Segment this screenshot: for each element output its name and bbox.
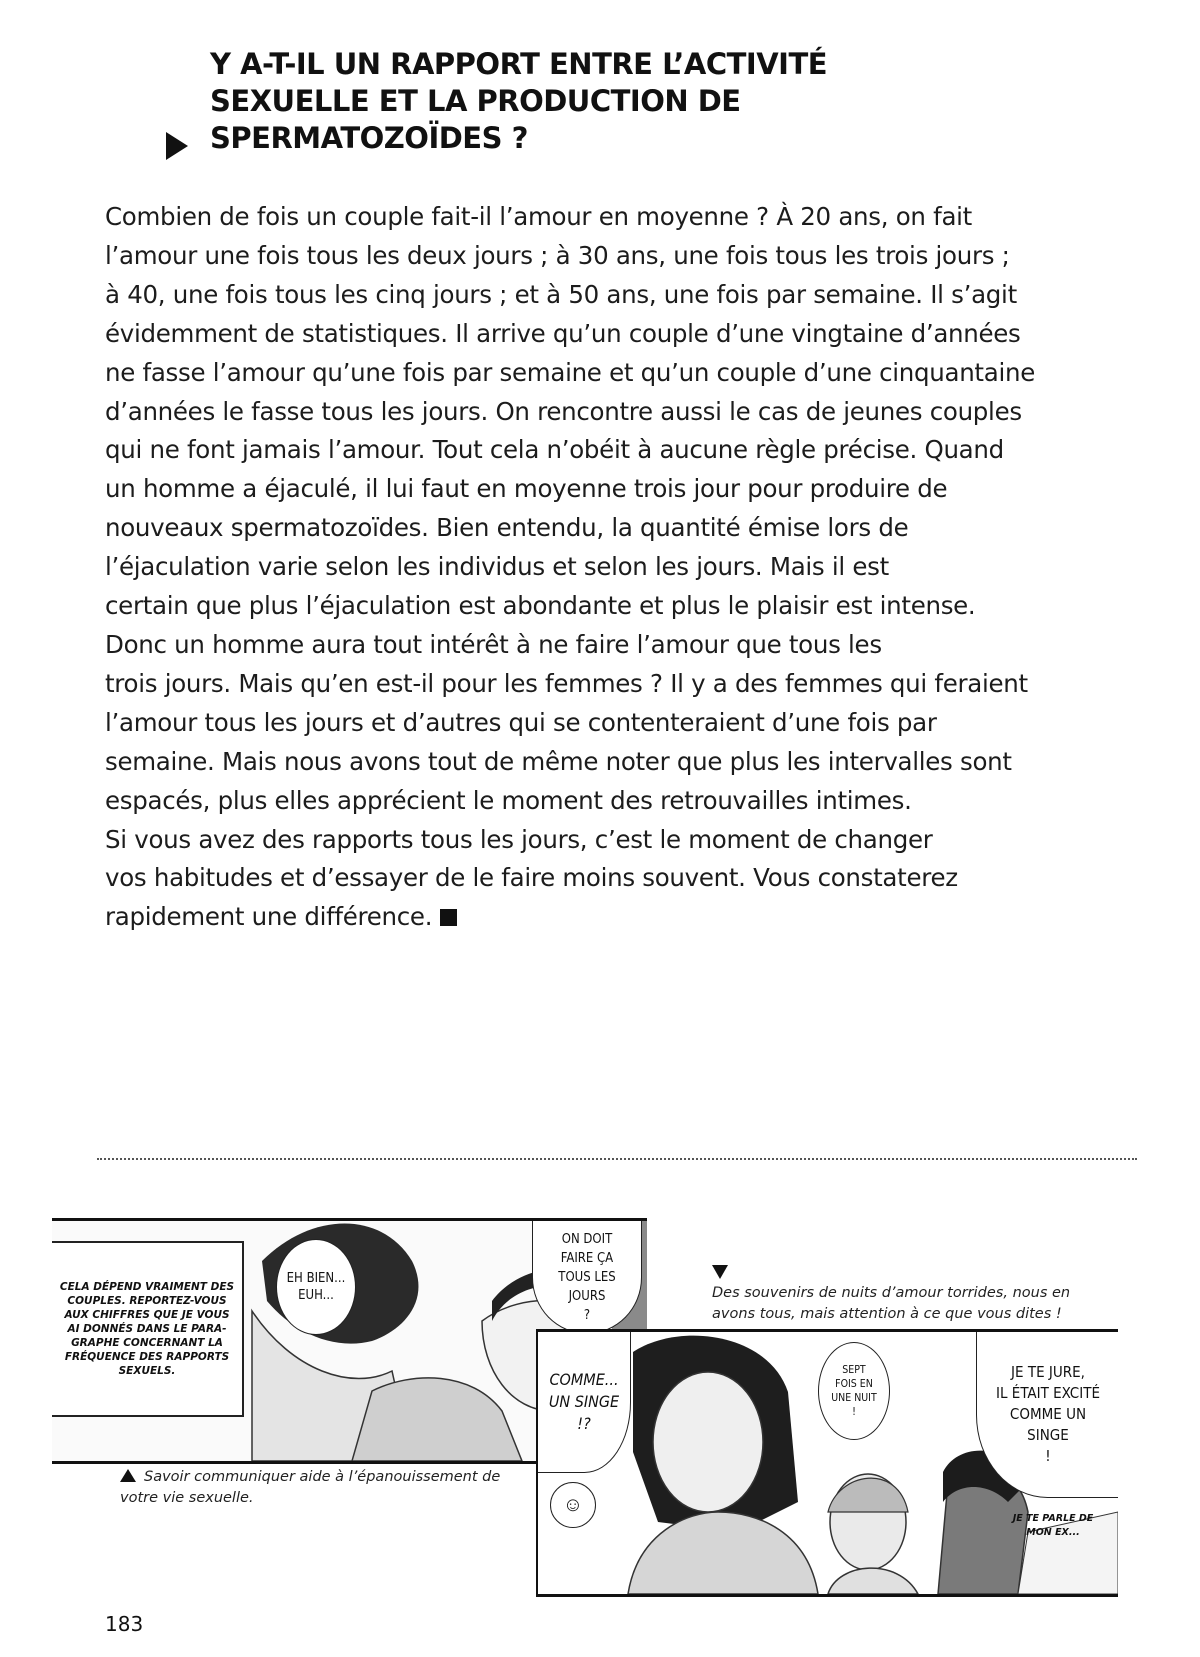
- body-line: évidemment de statistiques. Il arrive qu’un couple d’une vingtaine d’années: [105, 318, 1021, 348]
- narration-box: [52, 1241, 244, 1417]
- caption-text: Des souvenirs de nuits d’amour torrides, nous en avons tous, mais attention à ce que vous dites !: [712, 1285, 1071, 1322]
- bubble-line: !?: [577, 1414, 591, 1433]
- bubble-line: EH BIEN...: [286, 1271, 346, 1286]
- body-line: Donc un homme aura tout intérêt à ne faire l’amour que tous les: [105, 629, 882, 659]
- square-end-icon: [440, 909, 457, 926]
- body-line: certain que plus l’éjaculation est abondante et plus le plaisir est intense.: [105, 591, 976, 621]
- aside-line: JE TE PARLE DE: [1012, 1513, 1094, 1524]
- monkey-face-icon: ☺: [550, 1482, 596, 1528]
- bubble-line: IL ÉTAIT EXCITÉ: [996, 1384, 1100, 1402]
- body-line: Combien de fois un couple fait-il l’amour en moyenne ? À 20 ans, on fait: [105, 202, 972, 231]
- bubble-line: JOURS: [568, 1288, 606, 1304]
- bubble-line: ?: [583, 1307, 591, 1323]
- body-line: un homme a éjaculé, il lui faut en moyenne trois jour pour produire de: [105, 474, 948, 504]
- triangle-up-icon: [120, 1469, 136, 1482]
- speech-bubble: [276, 1239, 356, 1335]
- bubble-line: SINGE: [1027, 1426, 1069, 1444]
- body-line: l’amour une fois tous les deux jours ; à 30 ans, une fois tous les trois jours ;: [105, 240, 1010, 270]
- triangle-down-icon: [712, 1265, 728, 1279]
- bubble-line: SEPT: [842, 1364, 866, 1376]
- caption-panel-2: [712, 1265, 1112, 1325]
- bubble-line: COMME UN: [1009, 1405, 1087, 1423]
- caption-panel-1: [120, 1467, 520, 1509]
- bubble-line: EUH...: [298, 1288, 334, 1303]
- bubble-line: !: [852, 1406, 856, 1418]
- body-line-text: rapidement une différence.: [105, 902, 433, 932]
- face-shape: [653, 1372, 763, 1512]
- body-line: espacés, plus elles apprécient le moment des retrouvailles intimes.: [105, 785, 912, 815]
- body-line: ne fasse l’amour qu’une fois par semaine et qu’un couple d’une cinquantaine: [105, 357, 1035, 387]
- comic-panel-2: [536, 1329, 1118, 1597]
- narration-text: CELA DÉPEND VRAIMENT DES COUPLES. REPORTEZ-VOUS AUX CHIFFRES QUE JE VOUS AI DONNÉS DANS LE PARA-GRAPHE CONCERNANT LA FRÉQUENCE DES RAPPORTS SEXUELS.: [59, 1281, 235, 1377]
- body-line: Si vous avez des rapports tous les jours, c’est le moment de changer: [105, 824, 933, 854]
- body-line: trois jours. Mais qu’en est-il pour les femmes ? Il y a des femmes qui feraient: [105, 668, 1028, 698]
- speech-bubble: [532, 1221, 642, 1334]
- shirt-shape: [352, 1378, 522, 1461]
- speech-bubble: [976, 1332, 1118, 1498]
- hair-shape-2: [828, 1478, 908, 1512]
- body-line: l’amour tous les jours et d’autres qui se contenteraient d’une fois par: [105, 707, 937, 737]
- body-line: l’éjaculation varie selon les individus et selon les jours. Mais il est: [105, 552, 889, 582]
- speech-bubble: [538, 1332, 631, 1473]
- body-line: nouveaux spermatozoïdes. Bien entendu, la quantité émise lors de: [105, 513, 909, 543]
- aside-text: [998, 1512, 1108, 1540]
- bubble-line: JE TE JURE,: [1011, 1363, 1085, 1381]
- bubble-line: FAIRE ÇA: [560, 1250, 614, 1266]
- caption-text: Savoir communiquer aide à l’épanouissement de votre vie sexuelle.: [120, 1469, 501, 1506]
- dotted-divider: [97, 1158, 1137, 1160]
- body-shape: [628, 1512, 818, 1594]
- speech-bubble: [818, 1342, 890, 1440]
- bubble-line: ON DOIT: [561, 1231, 613, 1247]
- body-line: d’années le fasse tous les jours. On rencontre aussi le cas de jeunes couples: [105, 396, 1022, 426]
- body-line: à 40, une fois tous les cinq jours ; et à 50 ans, une fois par semaine. Il s’agit: [105, 279, 1017, 309]
- triangle-right-icon: [166, 132, 188, 160]
- bubble-line: UNE NUIT: [831, 1392, 877, 1404]
- body-paragraph: [105, 198, 1105, 937]
- bubble-line: UN SINGE: [548, 1392, 620, 1411]
- body-line-last: [105, 898, 1105, 937]
- heading-line: SPERMATOZOÏDES ?: [210, 121, 528, 155]
- page-number: 183: [105, 1612, 144, 1636]
- heading-line: Y A-T-IL UN RAPPORT ENTRE L’ACTIVITÉ: [210, 47, 828, 81]
- aside-line: MON EX...: [1026, 1527, 1080, 1538]
- bubble-line: !: [1045, 1447, 1051, 1465]
- bubble-line: FOIS EN: [835, 1378, 873, 1390]
- body-shape-2: [828, 1568, 918, 1594]
- body-line: vos habitudes et d’essayer de le faire moins souvent. Vous constaterez: [105, 863, 958, 893]
- body-line: semaine. Mais nous avons tout de même noter que plus les intervalles sont: [105, 746, 1012, 776]
- bubble-line: TOUS LES: [558, 1269, 616, 1285]
- bubble-line: COMME...: [549, 1370, 619, 1389]
- heading-line: SEXUELLE ET LA PRODUCTION DE: [210, 84, 741, 118]
- body-line: qui ne font jamais l’amour. Tout cela n’obéit à aucune règle précise. Quand: [105, 435, 1004, 465]
